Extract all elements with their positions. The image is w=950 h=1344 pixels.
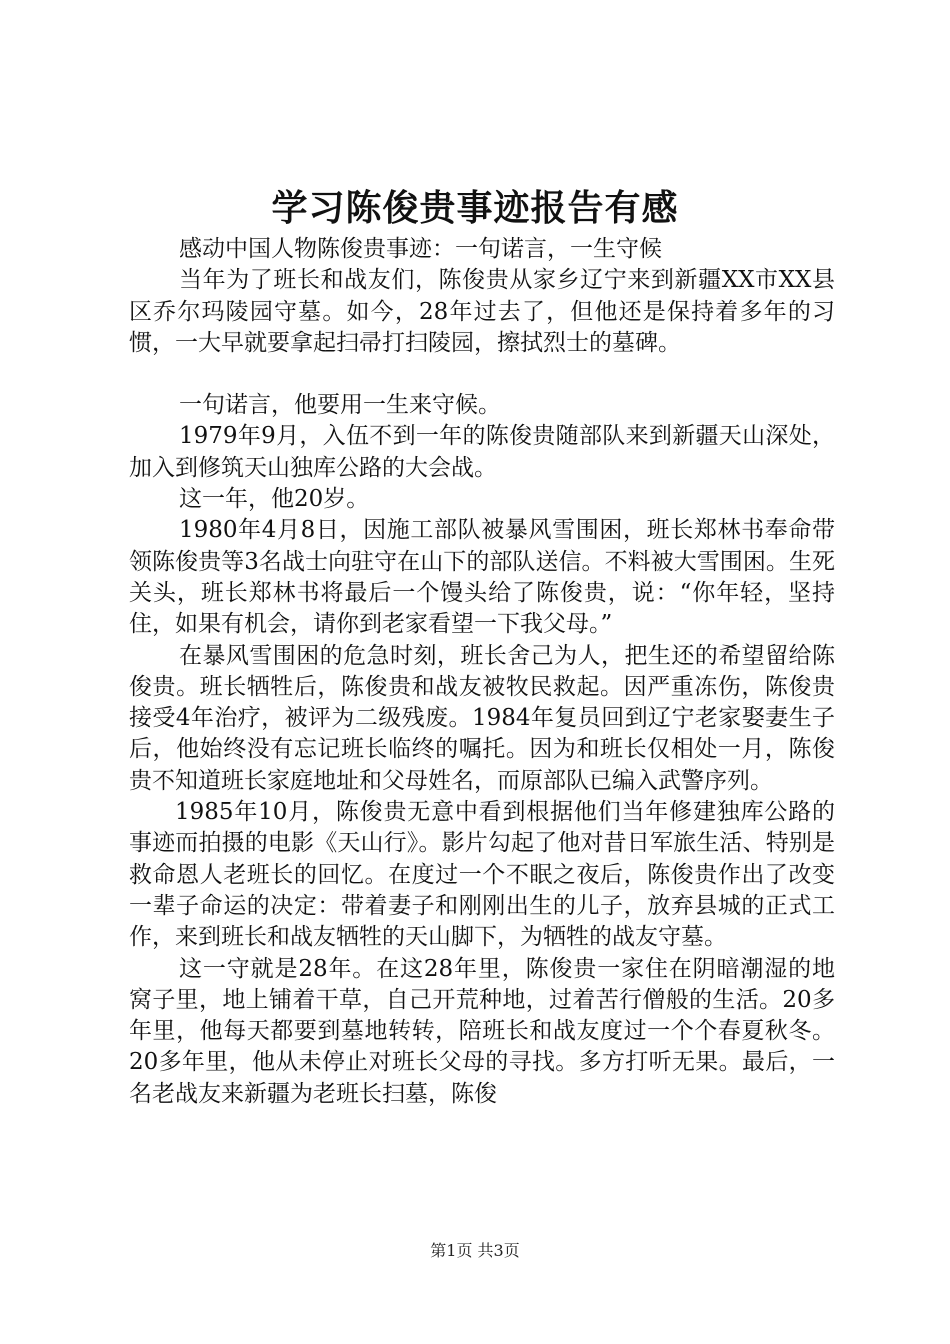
paragraph: 1980年4月8日，因施工部队被暴风雪围困，班长郑林书奉命带领陈俊贵等3名战士向驻守在山下的部队送信。不料被大雪围困。生死关头，班长郑林书将最后一个馒头给了陈俊贵，说：“你年轻，坚持住，如果有机会，请你到老家看望一下我父母。” bbox=[129, 517, 835, 638]
document-title: 学习陈俊贵事迹报告有感 bbox=[271, 187, 679, 229]
paragraph: 这一年，他20岁。 bbox=[179, 486, 370, 513]
paragraph-subtitle: 感动中国人物陈俊贵事迹：一句诺言，一生守候 bbox=[179, 236, 662, 262]
paragraph: 在暴风雪围困的危急时刻，班长舍己为人，把生还的希望留给陈俊贵。班长牺牲后，陈俊贵和战友被牧民救起。因严重冻伤，陈俊贵接受4年治疗，被评为二级残废。1984年复员回到辽宁老家娶妻生子后，他始终没有忘记班长临终的嘱托。因为和班长仅相处一月，陈俊贵不知道班长家庭地址和父母姓名，而原部队已编入武警序列。 bbox=[129, 642, 835, 794]
paragraph: 一句诺言，他要用一生来守候。 bbox=[179, 392, 501, 419]
document-body bbox=[129, 234, 835, 1110]
page-footer: 第1页 共3页 bbox=[430, 1241, 520, 1260]
paragraph: 当年为了班长和战友们，陈俊贵从家乡辽宁来到新疆XX市XX县区乔尔玛陵园守墓。如今，28年过去了，但他还是保持着多年的习惯，一大早就要拿起扫帚打扫陵园，擦拭烈士的墓碑。 bbox=[129, 267, 835, 356]
paragraph: 1979年9月，入伍不到一年的陈俊贵随部队来到新疆天山深处，加入到修筑天山独库公路的大会战。 bbox=[129, 423, 835, 481]
paragraph-spacer bbox=[129, 359, 835, 390]
paragraph: 1985年10月，陈俊贵无意中看到根据他们当年修建独库公路的事迹而拍摄的电影《天山行》。影片勾起了他对昔日军旅生活、特别是救命恩人老班长的回忆。在度过一个不眠之夜后，陈俊贵作出了改变一辈子命运的决定：带着妻子和刚刚出生的儿子，放弃县城的正式工作，来到班长和战友牺牲的天山脚下，为牺牲的战友守墓。 bbox=[129, 799, 835, 951]
paragraph: 这一守就是28年。在这28年里，陈俊贵一家住在阴暗潮湿的地窝子里，地上铺着干草，自己开荒种地，过着苦行僧般的生活。20多年里，他每天都要到墓地转转，陪班长和战友度过一个个春夏秋冬。20多年里，他从未停止对班长父母的寻找。多方打听无果。最后，一名老战友来新疆为老班长扫墓，陈俊 bbox=[129, 955, 835, 1107]
